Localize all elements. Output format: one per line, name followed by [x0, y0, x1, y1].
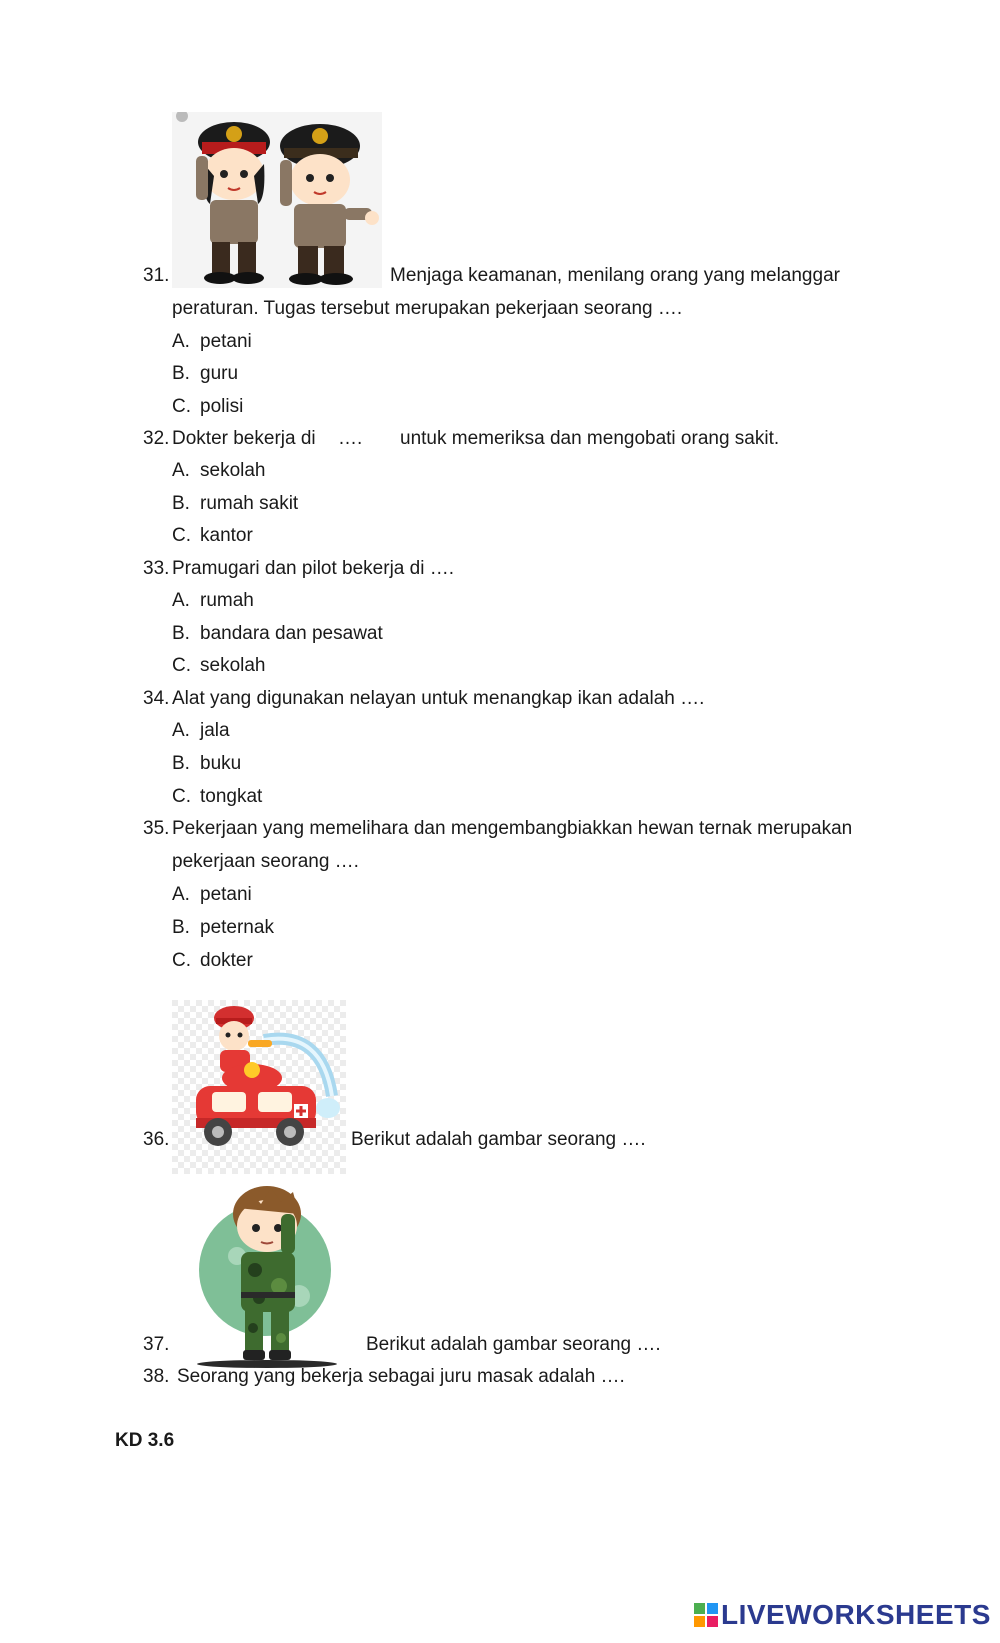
question-text: peraturan. Tugas tersebut merupakan pekerjaan seorang …. — [172, 298, 683, 319]
option-text: jala — [200, 720, 230, 741]
option-letter: C. — [172, 396, 191, 417]
liveworksheets-mark-icon — [694, 1602, 718, 1634]
option-letter: C. — [172, 786, 191, 807]
option-letter: A. — [172, 460, 190, 481]
liveworksheets-logo — [694, 1599, 991, 1634]
question-number: 34. — [143, 688, 170, 709]
question-text: Seorang yang bekerja sebagai juru masak adalah …. — [177, 1366, 625, 1387]
option-letter: B. — [172, 753, 190, 774]
question-text: Dokter bekerja di — [172, 428, 316, 449]
option-letter: A. — [172, 884, 190, 905]
option-letter: B. — [172, 917, 190, 938]
question-number: 31. — [143, 265, 170, 286]
brand-name: LIVEWORKSHEETS — [721, 1599, 991, 1630]
question-text: Pekerjaan yang memelihara dan mengembangbiakkan hewan ternak merupakan — [172, 818, 853, 839]
option-letter: C. — [172, 950, 191, 971]
question-number: 37. — [143, 1334, 170, 1355]
question-text: Berikut adalah gambar seorang …. — [351, 1129, 646, 1150]
option-text: polisi — [200, 396, 244, 417]
option-text: buku — [200, 753, 242, 774]
option-letter: B. — [172, 493, 190, 514]
option-text: rumah sakit — [200, 493, 299, 514]
section-heading: KD 3.6 — [115, 1430, 175, 1451]
question-number: 33. — [143, 558, 170, 579]
question-text: Berikut adalah gambar seorang …. — [366, 1334, 661, 1355]
option-text: petani — [200, 331, 252, 352]
option-letter: A. — [172, 331, 190, 352]
question-number: 32. — [143, 428, 170, 449]
question-number: 35. — [143, 818, 170, 839]
option-text: dokter — [200, 950, 253, 971]
option-letter: C. — [172, 655, 191, 676]
police-illustration — [172, 112, 382, 288]
option-letter: B. — [172, 363, 190, 384]
firefighter-illustration — [172, 1000, 346, 1174]
option-text: sekolah — [200, 460, 266, 481]
option-text: petani — [200, 884, 252, 905]
option-text: tongkat — [200, 786, 263, 807]
question-number: 36. — [143, 1129, 170, 1150]
option-text: kantor — [200, 525, 253, 546]
question-text: untuk memeriksa dan mengobati orang sakit. — [400, 428, 780, 449]
option-letter: A. — [172, 720, 190, 741]
question-text: Menjaga keamanan, menilang orang yang melanggar — [390, 265, 840, 286]
question-text: pekerjaan seorang …. — [172, 851, 359, 872]
option-text: sekolah — [200, 655, 266, 676]
option-text: peternak — [200, 917, 274, 938]
question-number: 38. — [143, 1366, 170, 1387]
option-text: guru — [200, 363, 239, 384]
option-letter: A. — [172, 590, 190, 611]
question-text: Alat yang digunakan nelayan untuk menangkap ikan adalah …. — [172, 688, 705, 709]
answer-blank: …. — [338, 428, 363, 449]
option-letter: B. — [172, 623, 190, 644]
option-letter: C. — [172, 525, 191, 546]
soldier-illustration — [195, 1178, 365, 1378]
question-text: Pramugari dan pilot bekerja di …. — [172, 558, 454, 579]
option-text: bandara dan pesawat — [200, 623, 383, 644]
option-text: rumah — [200, 590, 254, 611]
